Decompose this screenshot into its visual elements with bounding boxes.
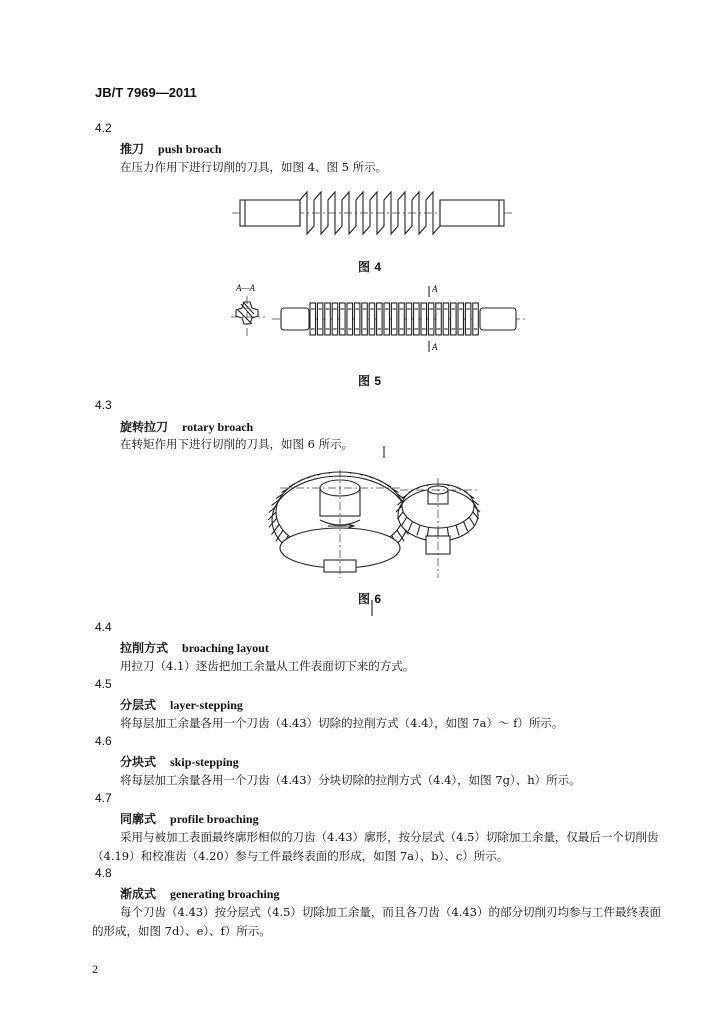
- section-number: 4.7: [95, 791, 112, 805]
- term-definition: 将每层加工余量各用一个刀齿（4.43）分块切除的拉削方式（4.4），如图 7g）、h）所示。: [120, 773, 581, 787]
- term-zh: 分层式: [120, 698, 157, 712]
- section-number: 4.6: [95, 734, 112, 748]
- term-zh: 推刀: [120, 142, 145, 156]
- term-en: layer-stepping: [170, 698, 243, 712]
- term-zh: 同廓式: [120, 812, 157, 826]
- section-number: 4.3: [95, 398, 112, 412]
- section-label: A—A: [236, 283, 255, 293]
- section-number: 4.4: [95, 620, 112, 634]
- term-definition: 在压力作用下进行切削的刀具，如图 4、图 5 所示。: [120, 160, 388, 174]
- figure-5-caption: 图 5: [358, 374, 382, 388]
- term-heading: [120, 753, 239, 770]
- page-number: 2: [92, 962, 98, 976]
- term-en: broaching layout: [182, 641, 269, 655]
- term-heading: [120, 810, 259, 827]
- doc-code: JB/T 7969—2011: [95, 85, 197, 100]
- term-zh: 旋转拉刀: [120, 420, 169, 434]
- term-definition: 采用与被加工表面最终廓形相似的刀齿（4.43）廓形，按分层式（4.5）切除加工余量，仅最后一个切削齿（4.19）和校准齿（4.20）参与工件最终表面的形成，如图 7a）、b）、c）所示。: [92, 830, 659, 863]
- term-en: rotary broach: [182, 420, 254, 434]
- term-definition: 用拉刀（4.1）逐齿把加工余量从工件表面切下来的方式。: [120, 659, 415, 673]
- term-definition: 每个刀齿（4.43）按分层式（4.5）切除加工余量，而且各刀齿（4.43）的部分切削刃均参与工件最终表面的形成，如图 7d）、e）、f）所示。: [92, 905, 661, 938]
- term-zh: 拉削方式: [120, 641, 169, 655]
- term-heading: [120, 696, 243, 713]
- term-definition: 将每层加工余量各用一个刀齿（4.43）切除的拉削方式（4.4），如图 7a）～ f）所示。: [120, 716, 564, 730]
- figure-6-caption: 图 6: [358, 592, 382, 606]
- figure-4-caption: 图 4: [358, 260, 382, 274]
- section-number: 4.5: [95, 677, 112, 691]
- cut-label-top: A: [432, 284, 438, 294]
- term-definition: 在转矩作用下进行切削的刀具，如图 6 所示。: [120, 437, 354, 451]
- term-heading: [120, 885, 279, 902]
- term-zh: 分块式: [120, 755, 157, 769]
- term-zh: 渐成式: [120, 887, 157, 901]
- term-en: push broach: [158, 142, 222, 156]
- term-en: generating broaching: [170, 887, 280, 901]
- cut-label-bottom: A: [432, 342, 438, 352]
- term-en: skip-stepping: [170, 755, 239, 769]
- section-number: 4.8: [95, 866, 112, 880]
- term-en: profile broaching: [170, 812, 259, 826]
- term-heading: [120, 639, 269, 656]
- section-number: 4.2: [95, 121, 112, 135]
